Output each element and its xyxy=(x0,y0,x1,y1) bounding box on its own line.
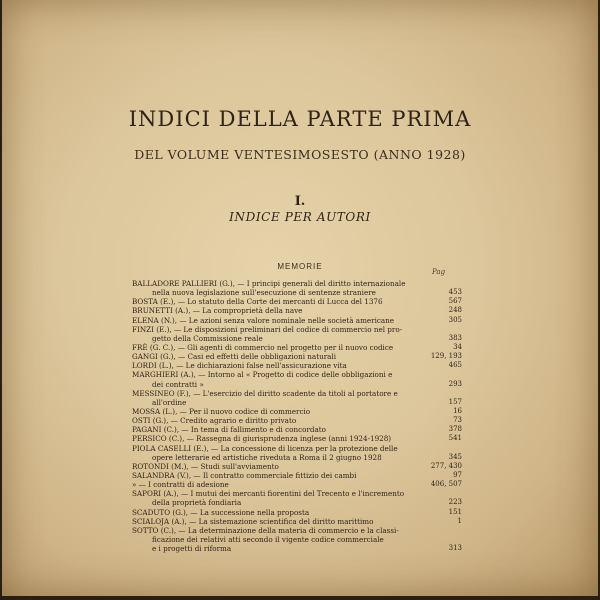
entry-text: ELENA (N.), — Le azioni senza valore nominale nelle società americane xyxy=(132,315,395,325)
index-entry xyxy=(132,279,462,288)
entry-text: dei contratti » xyxy=(152,379,204,389)
entry-page-number: 465 xyxy=(448,361,462,370)
index-entry xyxy=(132,444,462,453)
entry-page-number: 305 xyxy=(448,315,462,324)
entry-page-number: 277, 430 xyxy=(430,461,462,470)
entry-page-number: 248 xyxy=(448,306,462,315)
entry-page-number: 345 xyxy=(448,452,462,461)
index-entry xyxy=(132,535,462,544)
entry-page-number: 223 xyxy=(448,498,462,507)
entry-text: FINZI (E.), — Le disposizioni preliminari del codice di commercio nel pro- xyxy=(132,324,403,334)
index-entry xyxy=(132,498,462,507)
entry-page-number: 406, 507 xyxy=(430,480,462,489)
entry-text: PIOLA CASELLI (E.), — La concessione di licenza per la protezione delle xyxy=(132,443,398,453)
entry-page-number: 34 xyxy=(453,342,462,351)
index-entry xyxy=(132,361,462,370)
entry-page-number: 129, 193 xyxy=(430,352,462,361)
index-entry xyxy=(132,434,462,443)
index-entry xyxy=(132,489,462,498)
entry-text: della proprietà fondiaria xyxy=(152,498,242,508)
entry-page-number: 453 xyxy=(448,288,462,297)
entry-page-number: 567 xyxy=(448,297,462,306)
index-entry xyxy=(132,416,462,425)
index-entry xyxy=(132,453,462,462)
entry-page-number: 151 xyxy=(448,507,462,516)
entry-text: ROTONDI (M.), — Studi sull'avviamento xyxy=(132,461,279,471)
entry-page-number: 293 xyxy=(448,379,462,388)
index-entries xyxy=(132,279,462,553)
entry-text: nella nuova legislazione sull'esecuzione di sentenze straniere xyxy=(152,288,376,298)
index-entry xyxy=(132,526,462,535)
entry-page-number: 541 xyxy=(448,434,462,443)
entry-page-number: 157 xyxy=(448,397,462,406)
entry-text: FRÈ (G. C.), — Gli agenti di commercio nel progetto per il nuovo codice xyxy=(132,342,394,352)
index-entry xyxy=(132,297,462,306)
document-page xyxy=(2,0,598,596)
entry-text: BALLADORE PALLIERI (G.), — I principi generali del diritto internazionale xyxy=(132,279,406,288)
section-title: INDICE PER AUTORI xyxy=(229,210,371,224)
index-entry xyxy=(132,425,462,434)
entry-text: LORDI (L.), — Le dichiarazioni false nell'assicurazione vita xyxy=(132,361,347,371)
index-entry xyxy=(132,370,462,379)
index-entry xyxy=(132,508,462,517)
page-subtitle: DEL VOLUME VENTESIMOSESTO (ANNO 1928) xyxy=(134,147,466,162)
index-entry xyxy=(132,407,462,416)
entry-text: all'ordine xyxy=(152,397,187,407)
entry-text: OSTI (G.), — Credito agrario e diritto privato xyxy=(132,416,297,426)
entry-page-number: 378 xyxy=(448,425,462,434)
section-heading: MEMORIE xyxy=(277,262,323,271)
entry-text: e i progetti di riforma xyxy=(152,544,232,554)
entry-text: PERSICO (C.), — Rassegna di giurisprudenza inglese (anni 1924-1928) xyxy=(132,434,392,444)
entry-text: SAPORI (A.), — I mutui dei mercanti fiorentini del Trecento e l'incremento xyxy=(132,489,405,499)
index-entry xyxy=(132,316,462,325)
entry-text: BOSTA (E.), — Lo statuto della Corte dei mercanti di Lucca del 1376 xyxy=(132,297,383,307)
entry-text: SOTTO (C.), — La determinazione della materia di commercio e la classi- xyxy=(132,525,399,535)
index-entry xyxy=(132,471,462,480)
entry-text: ficazione dei relativi atti secondo il vigente codice commerciale xyxy=(152,534,384,544)
entry-text: MOSSA (L.), — Per il nuovo codice di commercio xyxy=(132,406,311,416)
index-entry xyxy=(132,480,462,489)
index-entry xyxy=(132,325,462,334)
entry-page-number: 313 xyxy=(448,544,462,553)
entry-text: MESSINEO (F.), — L'esercizio del diritto scadente da titoli al portatore e xyxy=(132,388,398,398)
index-entry xyxy=(132,544,462,553)
entry-text: opere letterarie ed artistiche riveduta a Roma il 2 giugno 1928 xyxy=(152,452,382,462)
index-entry xyxy=(132,334,462,343)
index-entry xyxy=(132,288,462,297)
entry-text: MARGHIERI (A.), — Intorno al « Progetto di codice delle obbligazioni e xyxy=(132,370,393,380)
entry-page-number: 73 xyxy=(453,416,462,425)
index-entry xyxy=(132,352,462,361)
page-title: INDICI DELLA PARTE PRIMA xyxy=(128,107,472,131)
entry-page-number: 1 xyxy=(457,516,462,525)
entry-page-number: 16 xyxy=(453,406,462,415)
entry-text: SALANDRA (V.), — Il contratto commerciale fittizio dei cambi xyxy=(132,470,357,480)
entry-text: SCIALOJA (A.), — La sistemazione scientifica del diritto marittimo xyxy=(132,516,374,526)
entry-text: PAGANI (C.), — In tema di fallimento e di concordato xyxy=(132,425,326,435)
entry-page-number: 97 xyxy=(453,470,462,479)
entry-text: GANGI (G.), — Casi ed effetti delle obbligazioni naturali xyxy=(132,352,337,362)
index-entry xyxy=(132,389,462,398)
entry-page-number: 383 xyxy=(448,333,462,342)
index-entry xyxy=(132,462,462,471)
entry-text: » — I contratti di adesione xyxy=(132,480,229,490)
entry-text: getto della Commissione reale xyxy=(152,333,263,343)
page-column-label: Pag xyxy=(432,268,446,276)
section-number: I. xyxy=(294,194,306,209)
index-entry xyxy=(132,517,462,526)
entry-text: BRUNETTI (A.), — La comproprietà della nave xyxy=(132,306,303,316)
index-entry xyxy=(132,398,462,407)
index-entry xyxy=(132,306,462,315)
entry-text: SCADUTO (G.), — La successione nella proposta xyxy=(132,507,310,517)
index-entry xyxy=(132,343,462,352)
index-entry xyxy=(132,380,462,389)
